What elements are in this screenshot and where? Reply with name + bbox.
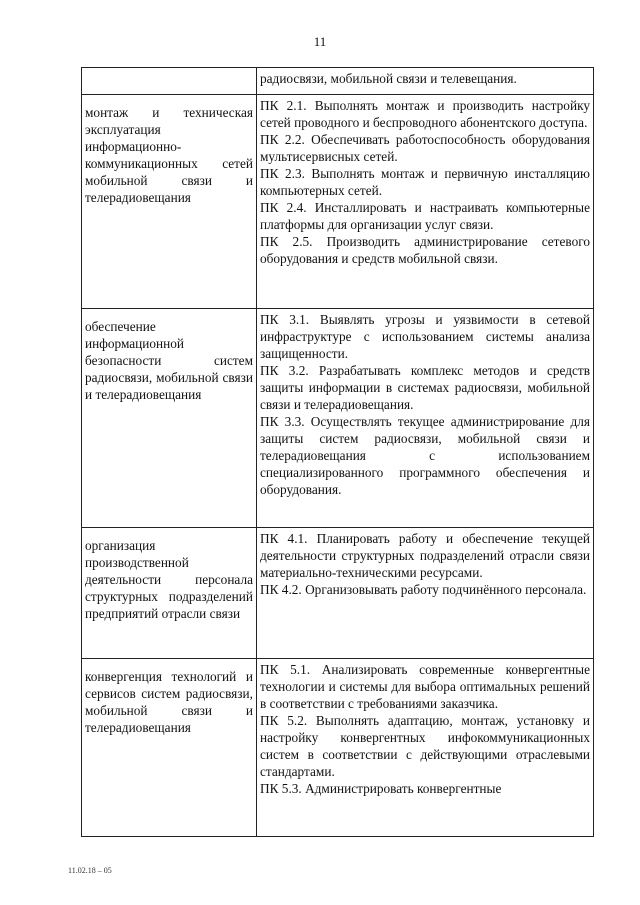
activity-area-cell: монтаж и техническая эксплуатация информационно-коммуникационных сетей мобильной связи и телерадиовещания [82,95,257,309]
competency-item: ПК 2.1. Выполнять монтаж и производить настройку сетей проводного и беспроводного абонентского доступа. [260,98,590,130]
competency-item: ПК 2.3. Выполнять монтаж и первичную инсталляцию компьютерных сетей. [260,166,590,198]
activity-area-cell: организация производственной деятельности персонала структурных подразделений предприятий отрасли связи [82,528,257,659]
table-row [82,95,594,309]
competency-item: ПК 5.2. Выполнять адаптацию, монтаж, установку и настройку конвергентных инфокоммуникационных систем в соответствии с действующими отраслевыми стандартами. [260,713,590,779]
competency-cell [257,659,594,837]
competency-table [81,67,594,837]
table-row [82,309,594,528]
footer-code: 11.02.18 – 05 [68,866,112,875]
competency-item: ПК 4.1. Планировать работу и обеспечение текущей деятельности структурных подразделений отрасли связи материально-техническими ресурсами. [260,531,590,580]
competency-item: ПК 4.2. Организовывать работу подчинённого персонала. [260,582,587,597]
activity-area-cell: конвергенция технологий и сервисов систем радиосвязи, мобильной связи и телерадиовещания [82,659,257,837]
competency-item: ПК 3.2. Разрабатывать комплекс методов и средств защиты информации в системах радиосвязи, мобильной связи и телерадиовещания. [260,363,590,412]
competency-cell [257,528,594,659]
activity-area-cell [82,68,257,95]
competency-cell [257,95,594,309]
competency-cell [257,309,594,528]
competency-item: ПК 5.3. Администрировать конвергентные [260,781,502,796]
table-row [82,528,594,659]
page-number: 11 [313,34,327,49]
competency-item: ПК 5.1. Анализировать современные конвергентные технологии и системы для выбора оптимальных решений в соответствии с требованиями заказчика. [260,662,590,711]
competency-item: ПК 2.5. Производить администрирование сетевого оборудования и средств мобильной связи. [260,234,590,266]
table-row [82,68,594,95]
table-row [82,659,594,837]
competency-cell [257,68,594,95]
activity-area-cell: обеспечение информационной безопасности систем радиосвязи, мобильной связи и телерадиовещания [82,309,257,528]
competency-item: ПК 3.1. Выявлять угрозы и уязвимости в сетевой инфраструктуре с использованием системы анализа защищенности. [260,312,590,361]
competency-item: ПК 3.3. Осуществлять текущее администрирование для защиты систем радиосвязи, мобильной связи и телерадиовещания с использованием специализированного программного обеспечения и оборудования. [260,414,590,497]
competency-item: радиосвязи, мобильной связи и телевещания. [260,71,517,86]
competency-item: ПК 2.2. Обеспечивать работоспособность оборудования мультисервисных сетей. [260,132,590,164]
competency-item: ПК 2.4. Инсталлировать и настраивать компьютерные платформы для организации услуг связи. [260,200,590,232]
